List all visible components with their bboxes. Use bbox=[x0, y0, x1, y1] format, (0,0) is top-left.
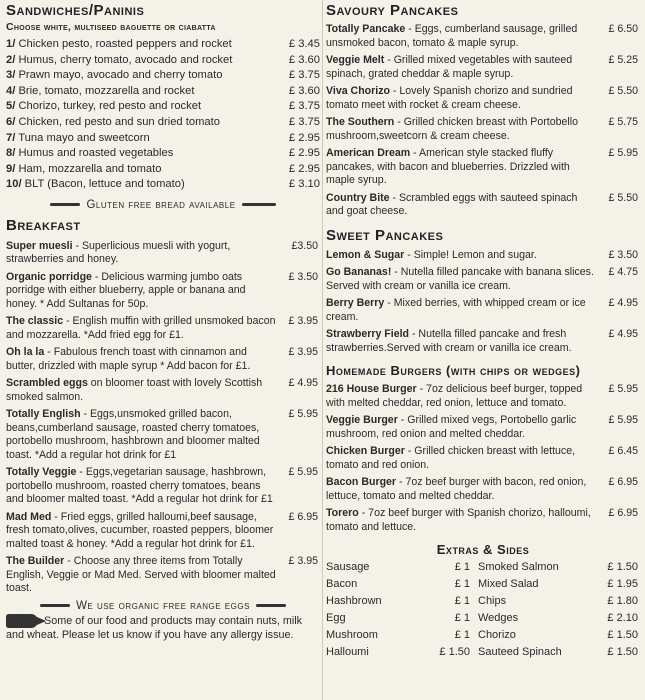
side-price: £ 1 bbox=[454, 561, 470, 573]
item-name: The classic bbox=[6, 315, 64, 328]
menu-item bbox=[6, 466, 320, 507]
item-description: - 7oz delicious beef burger, topped with melted cheddar, red onion, lettuce and tomato. bbox=[326, 383, 583, 409]
side-name: Smoked Salmon bbox=[478, 561, 559, 573]
item-description: - 7oz beef burger with Spanish chorizo, halloumi, tomato and lettuce. bbox=[326, 507, 591, 533]
section-subtitle: Choose white, multiseed baguette or ciabatta bbox=[6, 21, 216, 33]
gluten-note-text: Gluten free bread available bbox=[86, 198, 236, 211]
item-price: £ 3.95 bbox=[288, 346, 318, 359]
item-number: 8/ bbox=[6, 147, 16, 160]
menu-item bbox=[6, 377, 320, 404]
divider-dash bbox=[256, 604, 286, 607]
menu-item bbox=[326, 476, 640, 503]
extras-list bbox=[326, 559, 640, 661]
item-description: - Simple! Lemon and sugar. bbox=[404, 248, 537, 261]
side-name: Mixed Salad bbox=[478, 578, 539, 590]
side-name: Wedges bbox=[478, 612, 519, 624]
item-number: 2/ bbox=[6, 53, 16, 66]
pointing-hand-icon bbox=[6, 614, 38, 628]
item-price: £ 2.95 bbox=[288, 162, 320, 175]
item-name: Totally Pancake bbox=[326, 23, 406, 35]
side-name: Chips bbox=[478, 595, 507, 607]
organic-eggs-note bbox=[6, 600, 320, 612]
menu-item bbox=[6, 271, 320, 312]
item-name: The Builder bbox=[6, 555, 65, 568]
item-description: - Grilled chicken breast with lettuce, tomato and red onion. bbox=[326, 445, 576, 471]
item-text bbox=[6, 53, 232, 69]
side-price: £ 1.80 bbox=[607, 595, 638, 607]
breakfast-section bbox=[6, 217, 320, 642]
divider-dash bbox=[242, 203, 276, 206]
item-price: £ 6.95 bbox=[288, 510, 318, 523]
item-description: Chicken pesto, roasted peppers and rocket bbox=[18, 38, 232, 50]
item-name: Organic porridge bbox=[6, 270, 92, 283]
item-text bbox=[6, 84, 194, 100]
column-divider bbox=[322, 0, 323, 700]
item-text bbox=[6, 68, 222, 84]
menu-item bbox=[6, 346, 320, 373]
menu-item bbox=[326, 116, 640, 143]
item-description: - English muffin with grilled unsmoked bacon and mozzarella. *Add fried egg for £1. bbox=[6, 315, 276, 341]
item-price: £ 5.25 bbox=[608, 54, 638, 66]
side-price: £ 1 bbox=[454, 629, 470, 641]
section-title: Breakfast bbox=[6, 216, 81, 234]
item-text bbox=[6, 177, 185, 193]
item-description: - Grilled mixed vegetables with sauteed spinach, grated cheddar & maple syrup. bbox=[326, 54, 573, 80]
menu-item bbox=[6, 84, 320, 100]
sandwiches-section bbox=[6, 2, 320, 211]
menu-item bbox=[326, 297, 640, 324]
item-description: - Lovely Spanish chorizo and sundried tomato meet with rocket & cream cheese. bbox=[326, 85, 573, 111]
item-price: £ 6.45 bbox=[608, 445, 638, 457]
menu-item bbox=[326, 192, 640, 219]
menu-item bbox=[326, 507, 640, 534]
menu-item bbox=[326, 266, 640, 293]
item-text bbox=[6, 37, 232, 53]
item-price: £ 5.75 bbox=[608, 116, 638, 128]
item-price: £ 6.50 bbox=[608, 23, 638, 35]
item-price: £ 3.45 bbox=[288, 38, 320, 50]
item-description: - 7oz beef burger with bacon, red onion, lettuce, tomato and melted cheddar. bbox=[326, 476, 587, 502]
item-description: Tuna mayo and sweetcorn bbox=[18, 131, 150, 144]
item-price: £ 6.95 bbox=[608, 507, 638, 519]
side-price: £ 1.50 bbox=[607, 561, 638, 573]
menu-item bbox=[6, 99, 320, 115]
extras-section bbox=[326, 542, 640, 661]
item-number: 1/ bbox=[6, 38, 16, 50]
menu-item bbox=[326, 85, 640, 112]
item-name: Mad Med bbox=[6, 510, 52, 523]
item-price: £ 4.95 bbox=[608, 297, 638, 309]
item-name: Strawberry Field bbox=[326, 328, 410, 340]
item-name: Country Bite bbox=[326, 191, 390, 204]
side-price: £ 1.50 bbox=[439, 646, 470, 658]
item-name: Go Bananas! bbox=[326, 266, 392, 278]
extras-row bbox=[326, 576, 640, 593]
side-name: Halloumi bbox=[326, 646, 369, 658]
savoury-section bbox=[326, 2, 640, 219]
item-description: - Choose any three items from Totally English, Veggie or Mad Med. Served with bloomer malted toast. bbox=[6, 555, 276, 595]
item-number: 10/ bbox=[6, 178, 22, 191]
side-name: Bacon bbox=[326, 578, 358, 590]
item-price: £ 5.95 bbox=[288, 408, 318, 421]
menu-item bbox=[6, 162, 320, 178]
side-price: £ 1 bbox=[454, 578, 470, 590]
item-price: £ 5.95 bbox=[608, 414, 638, 426]
sweet-list bbox=[326, 249, 640, 356]
item-name: The Southern bbox=[326, 116, 395, 128]
item-number: 3/ bbox=[6, 69, 16, 82]
item-text bbox=[6, 99, 201, 115]
item-description: Humus and roasted vegetables bbox=[18, 147, 174, 160]
item-name: Chicken Burger bbox=[326, 445, 405, 457]
side-name: Sausage bbox=[326, 561, 370, 573]
item-description: Humus, cherry tomato, avocado and rocket bbox=[18, 53, 233, 66]
extras-row bbox=[326, 644, 640, 661]
item-name: Bacon Burger bbox=[326, 476, 397, 488]
side-price: £ 1.50 bbox=[607, 629, 638, 641]
side-price: £ 1 bbox=[454, 612, 470, 624]
extras-row bbox=[326, 559, 640, 576]
item-text bbox=[6, 146, 173, 162]
menu-item bbox=[6, 146, 320, 162]
side-name: Mushroom bbox=[326, 629, 378, 641]
item-price: £ 4.95 bbox=[608, 328, 638, 340]
item-number: 7/ bbox=[6, 131, 16, 144]
menu-item bbox=[326, 414, 640, 441]
allergy-text: Some of our food and products may contain nuts, milk and wheat. Please let us know if you have any allergy issue. bbox=[6, 614, 303, 642]
item-number: 4/ bbox=[6, 84, 16, 97]
item-price: £ 5.50 bbox=[608, 85, 638, 97]
side-name: Hashbrown bbox=[326, 595, 382, 607]
item-description: - Grilled mixed vegs, Portobello garlic mushroom, red onion and melted cheddar. bbox=[326, 414, 577, 440]
item-name: Totally English bbox=[6, 408, 81, 421]
side-name: Sauteed Spinach bbox=[478, 646, 562, 658]
item-number: 9/ bbox=[6, 162, 16, 175]
item-description: - American style stacked fluffy pancakes, with bacon and blueberries. Drizzled with maple syrup. bbox=[326, 147, 570, 186]
item-price: £ 3.10 bbox=[288, 178, 320, 191]
item-description: on bloomer toast with lovely Scottish smoked salmon. bbox=[6, 377, 263, 403]
item-name: Berry Berry bbox=[326, 297, 385, 309]
menu-item bbox=[6, 555, 320, 596]
menu-item bbox=[6, 131, 320, 147]
sandwich-list bbox=[6, 37, 320, 193]
item-price: £ 3.50 bbox=[288, 270, 318, 283]
item-description: - Eggs,vegetarian sausage, hashbrown, portobello mushroom, roasted cherry tomatoes, beans and bloomer malted toast. *Add a regular hot drink for £1 bbox=[6, 466, 273, 506]
menu-item bbox=[326, 445, 640, 472]
menu-item bbox=[326, 147, 640, 188]
divider-dash bbox=[50, 203, 80, 206]
item-price: £3.50 bbox=[291, 239, 318, 252]
section-title: Homemade Burgers (with chips or wedges) bbox=[326, 363, 581, 378]
item-price: £ 6.95 bbox=[608, 476, 638, 488]
item-name: Oh la la bbox=[6, 346, 45, 359]
item-description: - Fabulous french toast with cinnamon and butter, drizzled with maple syrup * Add bacon for £1. bbox=[6, 346, 251, 372]
item-text bbox=[6, 131, 150, 147]
item-name: Veggie Burger bbox=[326, 414, 398, 426]
menu-item bbox=[6, 115, 320, 131]
item-price: £ 3.75 bbox=[288, 69, 320, 82]
breakfast-list bbox=[6, 240, 320, 596]
menu-item bbox=[326, 23, 640, 50]
organic-note-text: We use organic free range eggs bbox=[76, 599, 250, 612]
gluten-free-note bbox=[6, 199, 320, 211]
burgers-section bbox=[326, 363, 640, 534]
item-description: - Fried eggs, grilled halloumi,beef sausage, fresh tomato,olives, cucumber, roasted peppers, bloomer malted toast & honey. *Add a regular hot drink for £1. bbox=[6, 510, 274, 550]
side-price: £ 1.95 bbox=[607, 578, 638, 590]
extras-row bbox=[326, 627, 640, 644]
item-price: £ 5.95 bbox=[288, 466, 318, 479]
item-description: - Superlicious muesli with yogurt, strawberries and honey. bbox=[6, 239, 231, 266]
item-description: - Scrambled eggs with sauteed spinach and goat cheese. bbox=[326, 191, 578, 217]
item-price: £ 3.75 bbox=[288, 100, 320, 113]
item-name: Veggie Melt bbox=[326, 54, 385, 66]
item-price: £ 4.75 bbox=[608, 266, 638, 278]
section-title: Savoury Pancakes bbox=[326, 2, 459, 19]
left-column bbox=[6, 0, 320, 642]
menu-item bbox=[6, 240, 320, 267]
menu-item bbox=[326, 54, 640, 81]
item-price: £ 3.50 bbox=[608, 248, 638, 261]
item-description: - Nutella filled pancake and fresh strawberries.Served with cream or vanilla ice cream. bbox=[326, 328, 572, 354]
item-price: £ 3.75 bbox=[288, 115, 320, 128]
item-name: Torero bbox=[326, 507, 359, 519]
item-name: Totally Veggie bbox=[6, 466, 77, 479]
section-title: Sandwiches/Paninis bbox=[6, 2, 145, 19]
side-price: £ 2.10 bbox=[607, 612, 638, 624]
side-name: Chorizo bbox=[478, 629, 516, 641]
item-name: 216 House Burger bbox=[326, 383, 417, 395]
section-title: Sweet Pancakes bbox=[326, 226, 444, 244]
item-price: £ 3.95 bbox=[288, 315, 318, 328]
right-column bbox=[326, 0, 640, 661]
item-number: 6/ bbox=[6, 115, 16, 128]
item-description: - Grilled chicken breast with Portobello mushroom,sweetcorn & cream cheese. bbox=[326, 116, 578, 142]
menu-item bbox=[6, 408, 320, 462]
menu-item bbox=[6, 511, 320, 552]
item-name: American Dream bbox=[326, 147, 411, 159]
menu-item bbox=[6, 315, 320, 342]
item-description: - Eggs, cumberland sausage, grilled unsmoked bacon, tomato & maple syrup. bbox=[326, 23, 578, 49]
section-title: Extras & Sides bbox=[436, 542, 530, 557]
item-description: - Mixed berries, with whipped cream or ice cream. bbox=[326, 297, 586, 323]
allergy-notice bbox=[6, 614, 320, 642]
item-description: Prawn mayo, avocado and cherry tomato bbox=[18, 69, 223, 82]
side-price: £ 1.50 bbox=[607, 646, 638, 658]
menu-item bbox=[326, 249, 640, 263]
extras-row bbox=[326, 593, 640, 610]
burger-list bbox=[326, 383, 640, 534]
menu-item bbox=[326, 328, 640, 355]
menu-item bbox=[6, 53, 320, 69]
item-name: Scrambled eggs bbox=[6, 377, 88, 390]
item-description: Chicken, red pesto and sun dried tomato bbox=[18, 115, 220, 128]
item-description: Chorizo, turkey, red pesto and rocket bbox=[18, 100, 202, 113]
item-price: £ 5.95 bbox=[608, 383, 638, 395]
menu-item bbox=[326, 383, 640, 410]
menu-item bbox=[6, 177, 320, 193]
item-description: BLT (Bacon, lettuce and tomato) bbox=[24, 178, 185, 191]
item-name: Lemon & Sugar bbox=[326, 248, 405, 261]
item-price: £ 3.60 bbox=[288, 84, 320, 97]
side-name: Egg bbox=[326, 612, 346, 624]
menu-item bbox=[6, 68, 320, 84]
item-text bbox=[6, 115, 220, 131]
item-number: 5/ bbox=[6, 100, 16, 113]
side-price: £ 1 bbox=[454, 595, 470, 607]
item-price: £ 2.95 bbox=[288, 131, 320, 144]
savoury-list bbox=[326, 23, 640, 219]
item-description: - Nutella filled pancake with banana slices. Served with cream or vanilla ice cream. bbox=[326, 266, 594, 292]
item-price: £ 4.95 bbox=[288, 377, 318, 390]
item-price: £ 3.95 bbox=[288, 555, 318, 568]
item-price: £ 5.50 bbox=[608, 191, 638, 204]
divider-dash bbox=[40, 604, 70, 607]
item-name: Viva Chorizo bbox=[326, 85, 390, 97]
extras-row bbox=[326, 610, 640, 627]
sweet-section bbox=[326, 227, 640, 356]
item-description: Brie, tomato, mozzarella and rocket bbox=[18, 84, 195, 97]
menu-item bbox=[6, 37, 320, 53]
item-price: £ 2.95 bbox=[288, 147, 320, 160]
item-description: - Delicious warming jumbo oats porridge with either blueberry, apple or banana and honey. * Add Sultanas for 50p. bbox=[6, 270, 246, 310]
item-description: Ham, mozzarella and tomato bbox=[18, 162, 162, 175]
item-description: - Eggs,unsmoked grilled bacon, beans,cumberland sausage, roasted cherry tomatoes, portobello mushroom, hashbrown and bloomer malted toast. *Add a regular hot drink for £1 bbox=[6, 408, 260, 461]
item-price: £ 3.60 bbox=[288, 53, 320, 66]
item-text bbox=[6, 162, 161, 178]
item-name: Super muesli bbox=[6, 239, 73, 252]
item-price: £ 5.95 bbox=[608, 147, 638, 159]
